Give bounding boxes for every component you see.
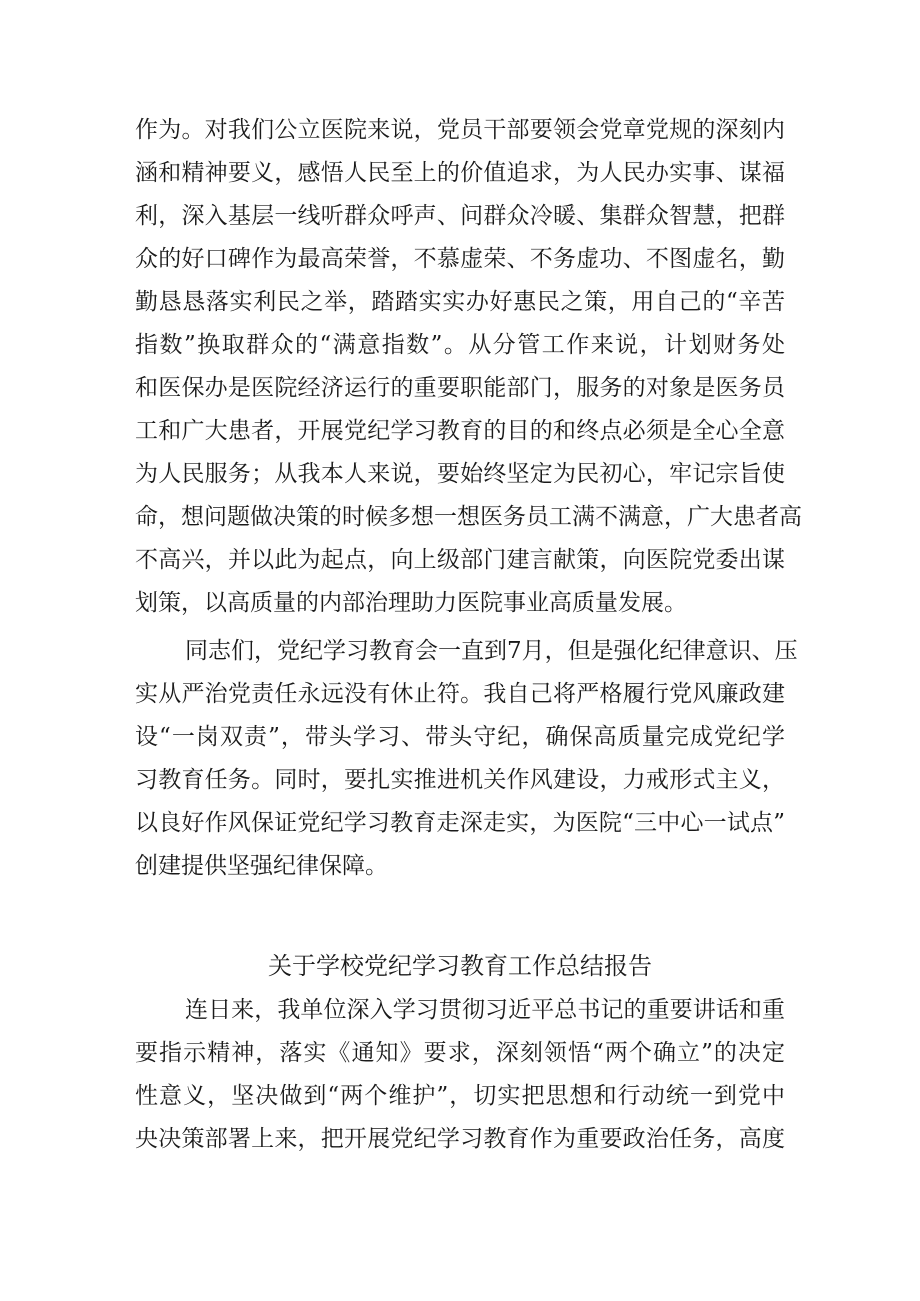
text-line: 和医保办是医院经济运行的重要职能部门，服务的对象是医务员 xyxy=(135,375,785,401)
text-line: 众的好口碑作为最高荣誉，不慕虚荣、不务虚功、不图虚名，勤 xyxy=(135,246,785,272)
text-line: 作为。对我们公立医院来说，党员干部要领会党章党规的深刻内 xyxy=(135,117,785,143)
text-line: 勤恳恳落实利民之举，踏踏实实办好惠民之策，用自己的“辛苦 xyxy=(135,289,785,315)
text-line: 以良好作风保证党纪学习教育走深走实，为医院“三中心一试点” xyxy=(135,810,785,836)
text-line: 要指示精神，落实《通知》要求，深刻领悟“两个确立”的决定 xyxy=(135,1040,785,1066)
text-line: 同志们，党纪学习教育会一直到7月，但是强化纪律意识、压 xyxy=(185,638,798,664)
text-line: 命，想问题做决策的时候多想一想医务员工满不满意，广大患者高 xyxy=(135,504,802,530)
report-title: 关于学校党纪学习教育工作总结报告 xyxy=(268,952,652,980)
text-line: 连日来，我单位深入学习贯彻习近平总书记的重要讲话和重 xyxy=(185,997,785,1023)
text-line: 央决策部署上来，把开展党纪学习教育作为重要政治任务，高度 xyxy=(135,1126,785,1152)
text-line: 创建提供坚强纪律保障。 xyxy=(135,853,388,879)
text-line: 为人民服务；从我本人来说，要始终坚定为民初心，牢记宗旨使 xyxy=(135,461,785,487)
text-line: 划策，以高质量的内部治理助力医院事业高质量发展。 xyxy=(135,590,687,616)
text-line: 实从严治党责任永远没有休止符。我自己将严格履行党风廉政建 xyxy=(135,681,785,707)
text-line: 工和广大患者，开展党纪学习教育的目的和终点必须是全心全意 xyxy=(135,418,785,444)
text-line: 涵和精神要义，感悟人民至上的价值追求，为人民办实事、谋福 xyxy=(135,160,785,186)
text-line: 指数”换取群众的“满意指数”。从分管工作来说，计划财务处 xyxy=(135,332,785,358)
text-line: 习教育任务。同时，要扎实推进机关作风建设，力戒形式主义， xyxy=(135,767,785,793)
text-line: 设“一岗双责”，带头学习、带头守纪，确保高质量完成党纪学 xyxy=(135,724,785,750)
text-line: 性意义，坚决做到“两个维护”，切实把思想和行动统一到党中 xyxy=(135,1083,785,1109)
text-line: 不高兴，并以此为起点，向上级部门建言献策，向医院党委出谋 xyxy=(135,547,785,573)
text-line: 利，深入基层一线听群众呼声、问群众冷暖、集群众智慧，把群 xyxy=(135,203,785,229)
